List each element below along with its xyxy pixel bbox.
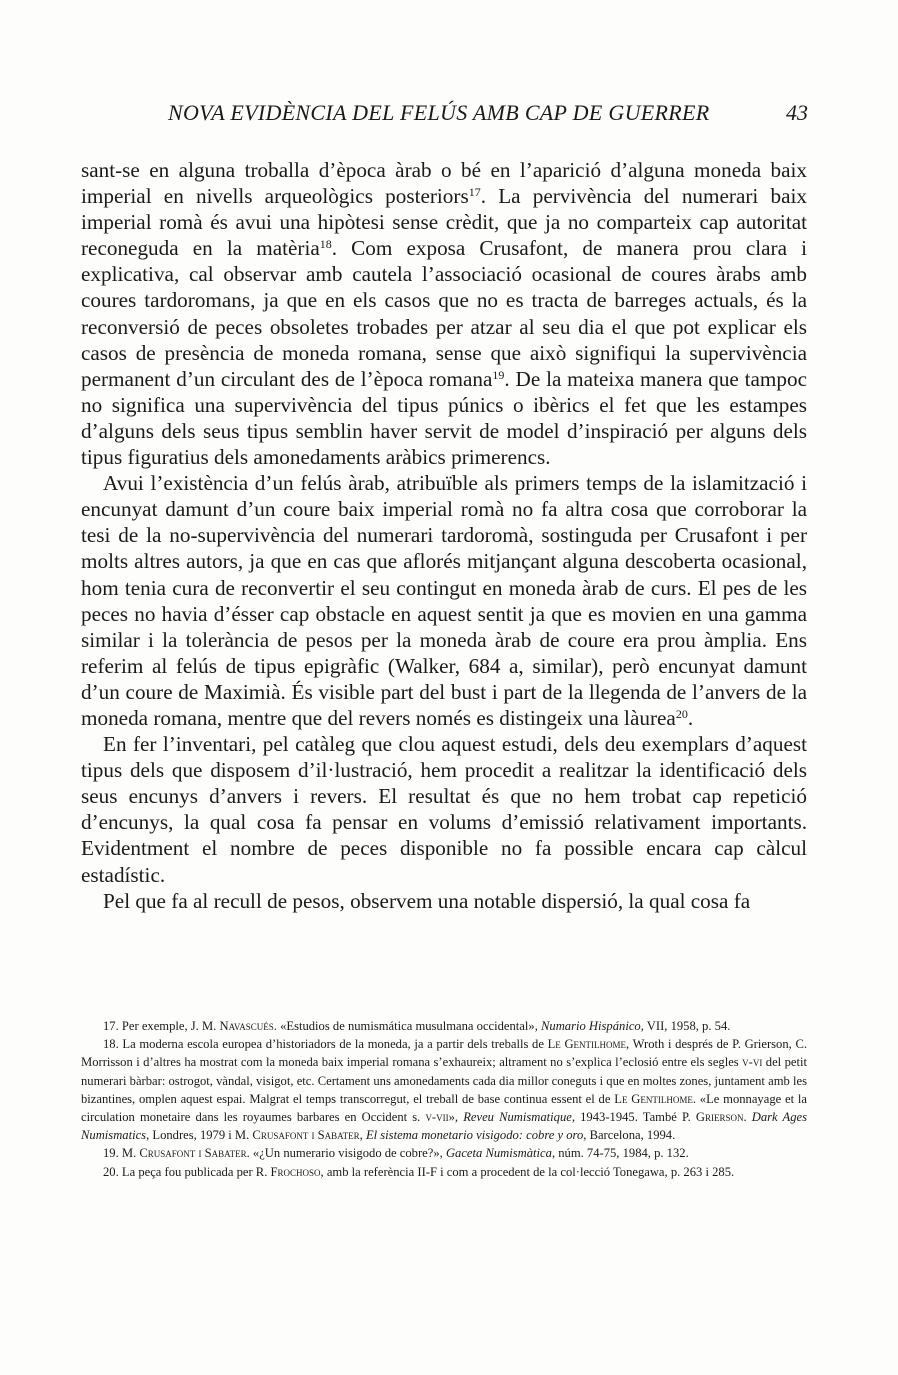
book-title: Dark Ages Numismatics — [81, 1110, 808, 1143]
footnote-20 — [81, 1163, 807, 1181]
journal-title: Gaceta Numismàtica — [445, 1146, 552, 1161]
text-run: , VII, 1958, p. 54. — [640, 1019, 731, 1033]
text-run: », — [448, 1110, 464, 1125]
paragraph-3: En fer l’inventari, pel catàleg que clou aquest estudi, dels deu exemplars d’aquest tipus dels que disposem d’il·lustració, hem procedit a realitzar la identificació dels seus encunys d’anvers i revers. El resultat és que no hem trobat cap repetició d’encunys, la qual cosa fa pensar en volums d’emissió relativament importants. Evidentment el nombre de peces disponible no fa possible encara cap càlcul estadístic. — [81, 732, 807, 887]
footnote-ref-20: 20 — [675, 706, 688, 721]
footnote-ref-17: 17 — [468, 185, 481, 200]
text-run: sant-se en alguna troballa d’època àrab o bé en l’aparició d’alguna moneda baix imperial en nivells arqueològics posteriors — [81, 158, 807, 209]
text-run: . «Estudios de numismática musulmana occidental», — [273, 1019, 541, 1033]
text-run: , — [359, 1128, 366, 1143]
footnote-ref-18: 18 — [319, 237, 332, 252]
body-text — [81, 157, 807, 914]
text-run: . — [687, 705, 694, 730]
text-run: , Barcelona, 1994. — [583, 1128, 676, 1143]
footnote-19 — [81, 1144, 807, 1162]
text-run: . — [743, 1110, 752, 1125]
author-name: Frochoso — [270, 1164, 321, 1179]
text-run: , 1943-1945. També P. — [571, 1110, 696, 1125]
text-run: del petit numerari bàrbar: ostrogot, vàndal, visigot, etc. Certament uns amonedaments cada dia millor coneguts i que en moltes zones, juntament amb les bizantines, omplen aquest espai. Malgrat el temps transcorregut, el treball de base continua essent el de — [81, 1055, 807, 1106]
century-numeral: v-vi — [742, 1055, 763, 1070]
text-run: . De la mateixa manera que tampoc no significa una supervivència del tipus púnics o ibèrics el fet que les estampes d’alguns dels seus tipus semblin haver servit de model d’inspiració per alguns dels tipus figuratius dels amonedaments aràbics primerencs. — [81, 366, 807, 470]
footnote-17 — [81, 1017, 807, 1035]
book-title: El sistema monetario visigodo: cobre y oro — [365, 1128, 584, 1143]
text-run: , núm. 74-75, 1984, p. 132. — [551, 1146, 689, 1161]
footnotes — [81, 1017, 807, 1181]
author-name: Crusafont i Sabater — [252, 1128, 360, 1143]
text-run: 17. Per exemple, J. M. — [103, 1019, 220, 1033]
author-name: Grierson — [695, 1110, 744, 1125]
author-name: Le Gentilhome — [547, 1037, 627, 1052]
text-run: Avui l’existència d’un felús àrab, atribuïble als primers temps de la islamització i encunyat damunt d’un coure baix imperial romà no fa altra cosa que corroborar la tesi de la no-supervivència del numerari tardoromà, sostinguda per Crusafont i per molts altres autors, ja que en cas que aflorés mitjançant alguna descoberta ocasional, hom tenia cura de reconvertir el seu contingut en moneda àrab de curs. El pes de les peces no havia d’ésser cap obstacle en aquest sentit ja que es movien en una gamma similar i la tolerància de pesos per la moneda àrab de coure era prou àmplia. Ens referim al felús de tipus epigràfic (Walker, 684 a, similar), però encunyat damunt d’un coure de Maximià. És visible part del bust i part de la llegenda de l’anvers de la moneda romana, mentre que del revers només es distingeix una làurea — [81, 471, 807, 730]
text-run: . «Le monnayage et la circulation monetaire dans les royaumes barbares en Occident s. — [81, 1091, 807, 1125]
text-run: , Wroth i després de P. Grierson, C. Morrisson i d’altres ha mostrat com la moneda baix imperial romana s’exhaureix; altrament no s’explica l’eclosió entre els segles — [81, 1037, 807, 1070]
author-name: Le Gentilhome — [614, 1091, 693, 1106]
text-run: , amb la referència II-F i com a procedent de la col·lecció Tonegawa, p. 263 i 285. — [320, 1164, 735, 1179]
footnote-ref-19: 19 — [492, 367, 505, 382]
paragraph-2 — [81, 470, 807, 731]
century-numeral: v-vii — [425, 1110, 449, 1125]
paragraph-4: Pel que fa al recull de pesos, observem una notable dispersió, la qual cosa fa — [103, 888, 751, 913]
footnote-18 — [81, 1035, 807, 1144]
text-run: , Londres, 1979 i M. — [146, 1128, 253, 1143]
running-title: NOVA EVIDÈNCIA DEL FELÚS AMB CAP DE GUERRER — [168, 100, 710, 125]
text-run: . Com exposa Crusafont, de manera prou clara i explicativa, cal observar amb cautela l’associació ocasional de coures àrabs amb coures tardoromans, ja que en els casos que no es tracta de barreges actuals, és la reconversió de peces obsoletes trobades per atzar al seu dia el que pot explicar els casos de presència de moneda romana, sense que això signifiqui la supervivència permanent d’un circulant des de l’època romana — [81, 236, 807, 391]
journal-title: Reveu Numismatique — [463, 1110, 572, 1125]
page-number: 43 — [786, 100, 808, 125]
text-run: . La pervivència del numerari baix imperial romà és avui una hipòtesi sense crèdit, que ja no comparteix cap autoritat reconeguda en la matèria — [81, 184, 807, 261]
text-run: 19. M. — [103, 1146, 140, 1161]
journal-title: Numario Hispánico — [541, 1019, 641, 1033]
author-name: Crusafont i Sabater — [139, 1146, 247, 1161]
author-name: Navascués — [219, 1019, 274, 1033]
text-run: 20. La peça fou publicada per R. — [103, 1164, 271, 1179]
running-head — [80, 100, 808, 130]
text-run: . «¿Un numerario visigodo de cobre?», — [246, 1146, 446, 1161]
paragraph-1 — [81, 157, 807, 470]
text-run: 18. La moderna escola europea d’historiadors de la moneda, ja a partir dels treballs de — [103, 1037, 548, 1052]
